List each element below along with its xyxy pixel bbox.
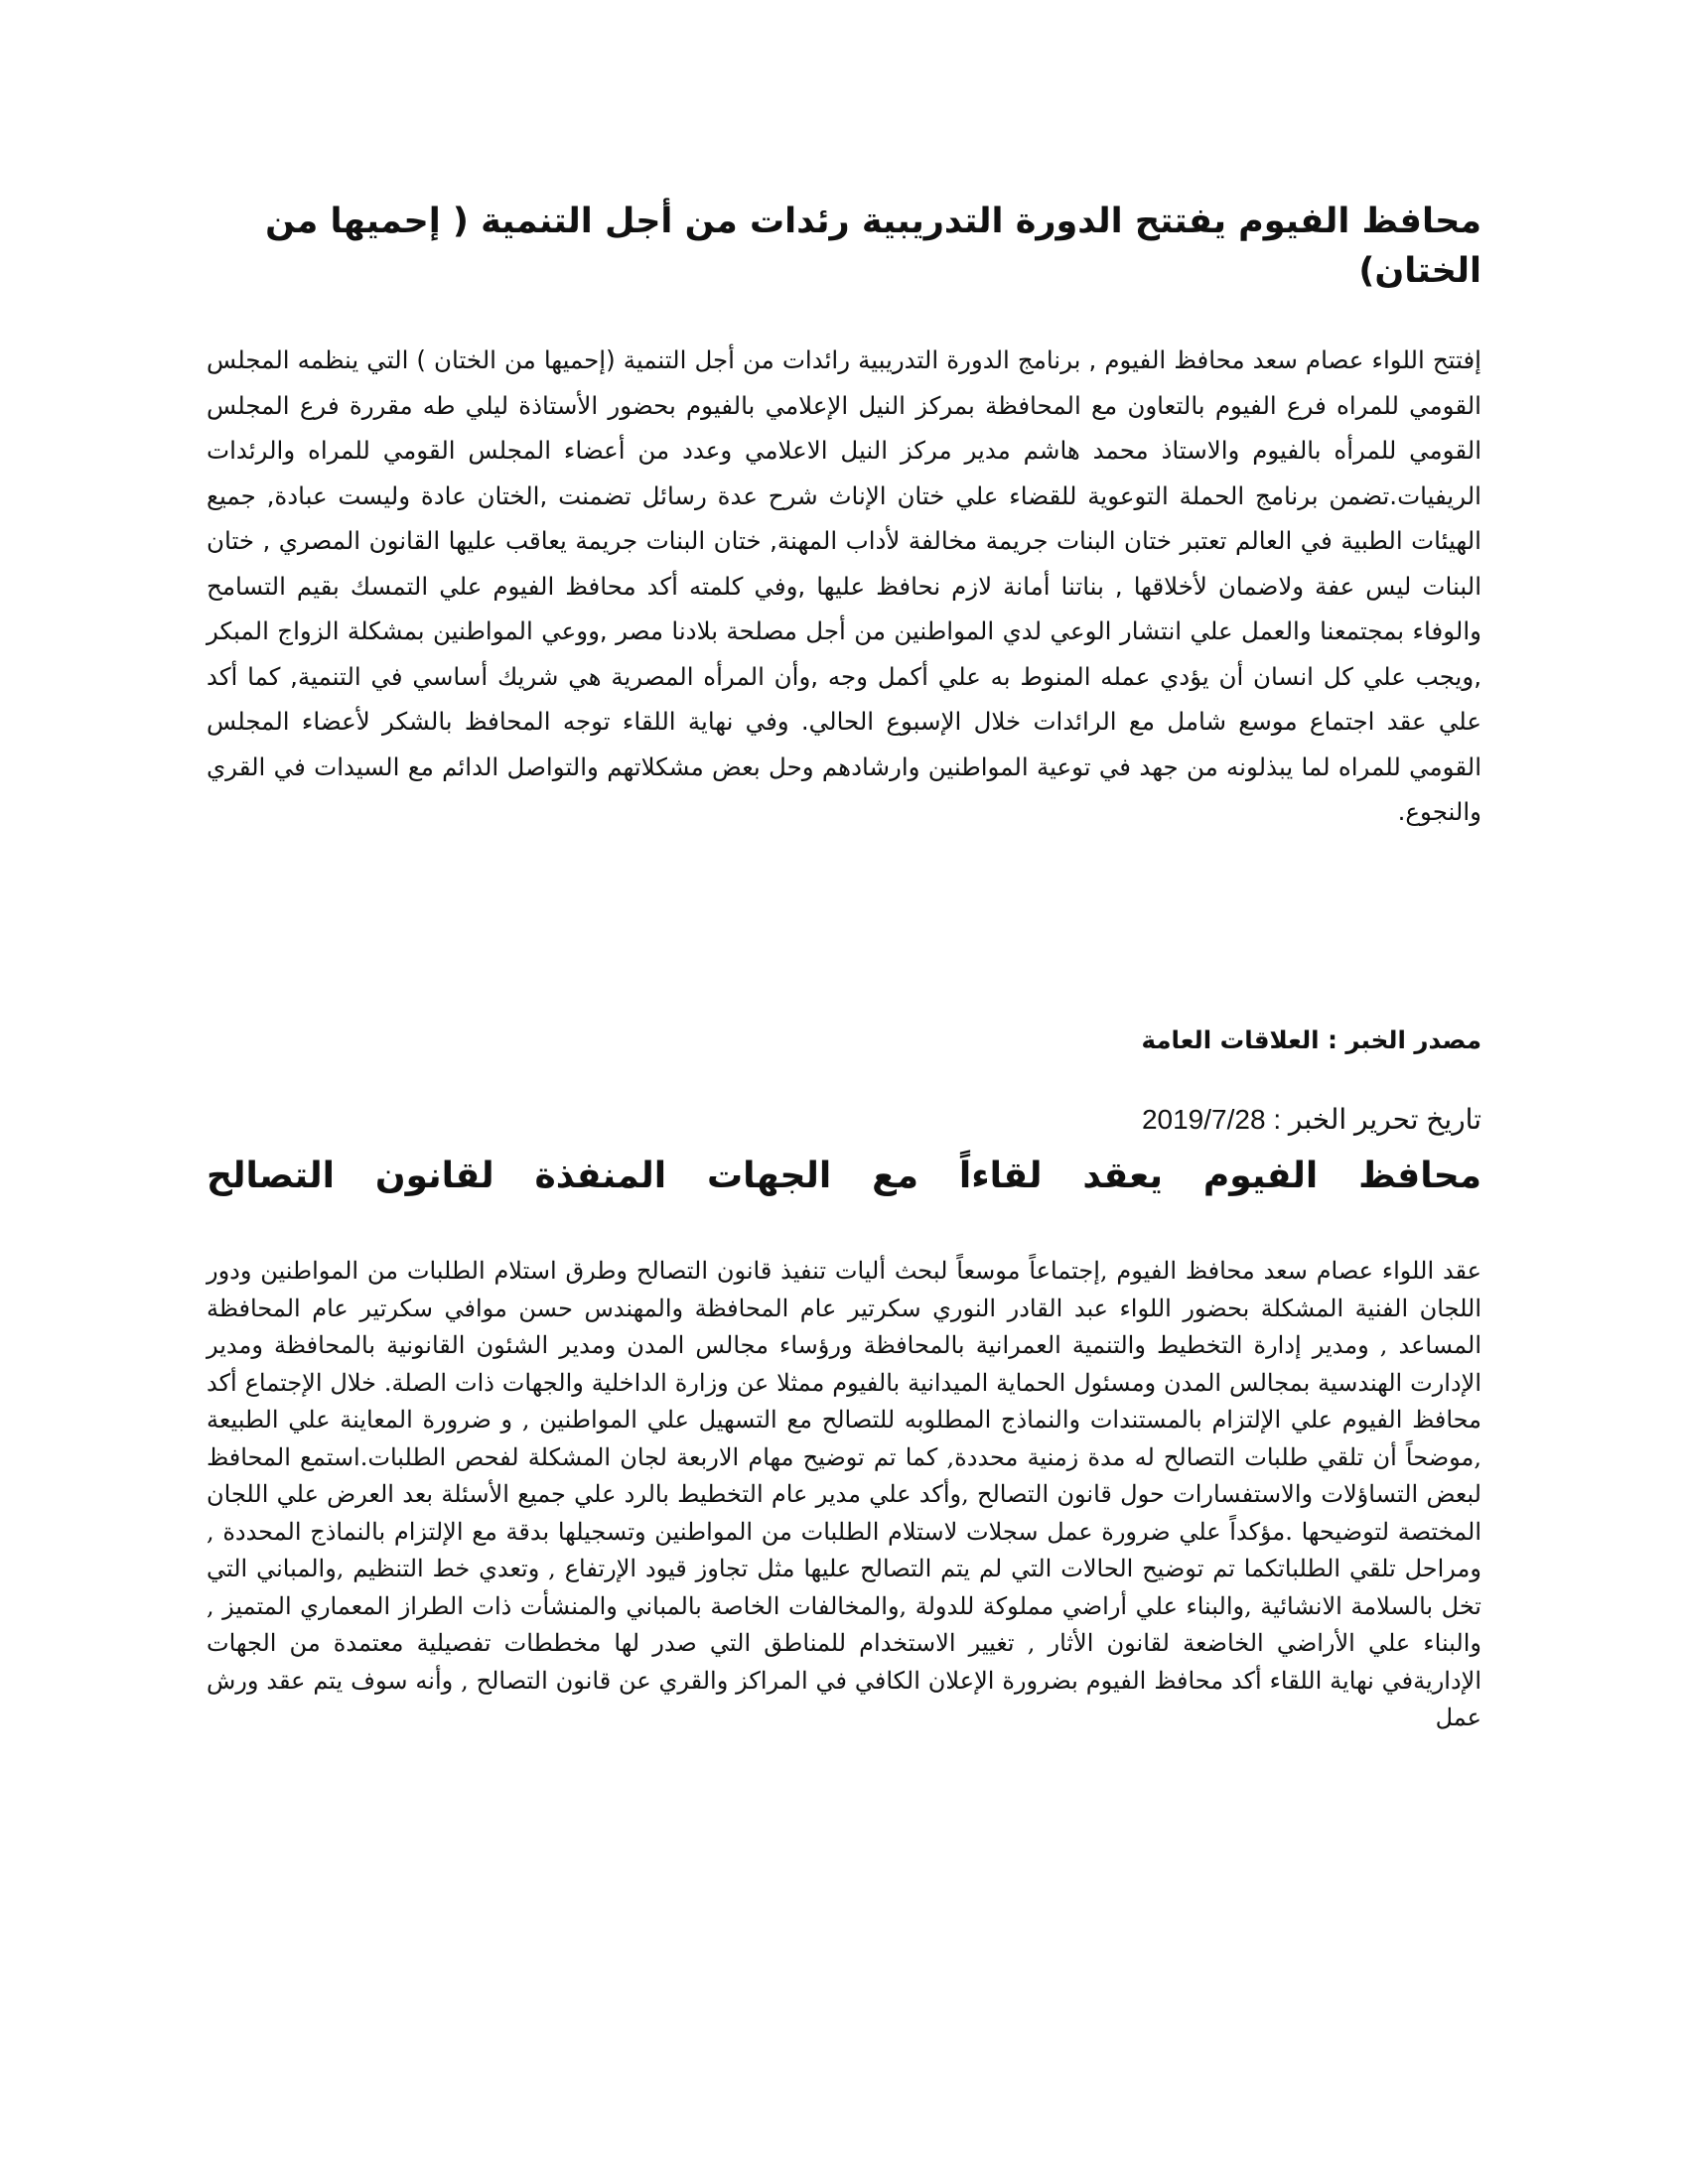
article-1-date: تاريخ تحرير الخبر : 2019/7/28 bbox=[1141, 1104, 1481, 1135]
article-2-body: عقد اللواء عصام سعد محافظ الفيوم ,إجتماعاً موسعاً لبحث أليات تنفيذ قانون التصالح وطرق استلام الطلبات من المواطنين ودور اللجان الفنية المشكلة بحضور اللواء عبد القادر النوري سكرتير عام المحافظة والمهندس حسن موافي سكرتير عام المحافظة المساعد , ومدير إدارة التخطيط والتنمية العمرانية بالمحافظة ورؤساء مجالس المدن ومدير الشئون القانونية بالمحافظة ومدير الإدارت الهندسية بمجالس المدن ومسئول الحماية الميدانية بالفيوم ممثلا عن وزارة الداخلية والجهات ذات الصلة. خلال الإجتماع أكد محافظ الفيوم علي الإلتزام بالمستندات والنماذج المطلوبه للتصالح مع التسهيل علي المواطنين , و ضرورة المعاينة علي الطبيعة ,موضحاً أن تلقي طلبات التصالح له مدة زمنية محددة, كما تم توضيح مهام الاربعة لجان المشكلة لفحص الطلبات.استمع المحافظ لبعض التساؤلات والاستفسارات حول قانون التصالح ,وأكد علي مدير عام التخطيط بالرد علي جميع الأسئلة بعد العرض علي اللجان المختصة لتوضيحها .مؤكداً علي ضرورة عمل سجلات لاستلام الطلبات من المواطنين وتسجيلها بدقة مع الإلتزام بالنماذج المحددة , ومراحل تلقي الطلباتكما تم توضيح الحالات التي لم يتم التصالح عليها مثل تجاوز قيود الإرتفاع , وتعدي خط التنظيم ,والمباني التي تخل بالسلامة الانشائية ,والبناء علي أراضي مملوكة للدولة ,والمخالفات الخاصة بالمباني والمنشأت ذات الطراز المعماري المتميز , والبناء علي الأراضي الخاضعة لقانون الأثار , تغيير الاستخدام للمناطق التي صدر لها مخططات تفصيلية معتمدة من الجهات الإداريةفي نهاية اللقاء أكد محافظ الفيوم بضرورة الإعلان الكافي في المراكز والقري عن قانون التصالح , وأنه سوف يتم عقد ورش عمل bbox=[207, 1257, 1482, 1731]
article-2-title: محافظ الفيوم يعقد لقاءاً مع الجهات المنفذة لقانون التصالح bbox=[207, 1156, 1481, 1196]
article-1-body: إفتتح اللواء عصام سعد محافظ الفيوم , برنامج الدورة التدريبية رائدات من أجل التنمية (إحميها من الختان ) التي ينظمه المجلس القومي للمراه فرع الفيوم بالتعاون مع المحافظة بمركز النيل الإعلامي بالفيوم بحضور الأستاذة ليلي طه مقررة فرع المجلس القومي للمرأه بالفيوم والاستاذ محمد هاشم مدير مركز النيل الاعلامي وعدد من أعضاء المجلس القومي للمراه والرئدات الريفيات.تضمن برنامج الحملة التوعوية للقضاء علي ختان الإناث شرح عدة رسائل تضمنت ,الختان عادة وليست عبادة, جميع الهيئات الطبية في العالم تعتبر ختان البنات جريمة مخالفة لأداب المهنة, ختان البنات جريمة يعاقب عليها القانون المصري , ختان البنات ليس عفة ولاضمان لأخلاقها , بناتنا أمانة لازم نحافظ عليها ,وفي كلمته أكد محافظ الفيوم علي التمسك بقيم التسامح والوفاء بمجتمعنا والعمل علي انتشار الوعي لدي المواطنين من أجل مصلحة بلادنا مصر ,ووعي المواطنين بمشكلة الزواج المبكر ,ويجب علي كل انسان أن يؤدي عمله المنوط به علي أكمل وجه ,وأن المرأه المصرية هي شريك أساسي في التنمية, كما أكد علي عقد اجتماع موسع شامل مع الرائدات خلال الإسبوع الحالي. وفي نهاية اللقاء توجه المحافظ بالشكر لأعضاء المجلس القومي للمراه لما يبذلونه من جهد في توعية المواطنين وارشادهم وحل بعض مشكلاتهم والتواصل الدائم مع السيدات في القري والنجوع. bbox=[207, 345, 1481, 826]
article-1-source: مصدر الخبر : العلاقات العامة bbox=[1141, 1025, 1481, 1054]
article-1-title: محافظ الفيوم يفتتح الدورة التدريبية رئدات من أجل التنمية ( إحميها من الختان) bbox=[265, 202, 1481, 291]
